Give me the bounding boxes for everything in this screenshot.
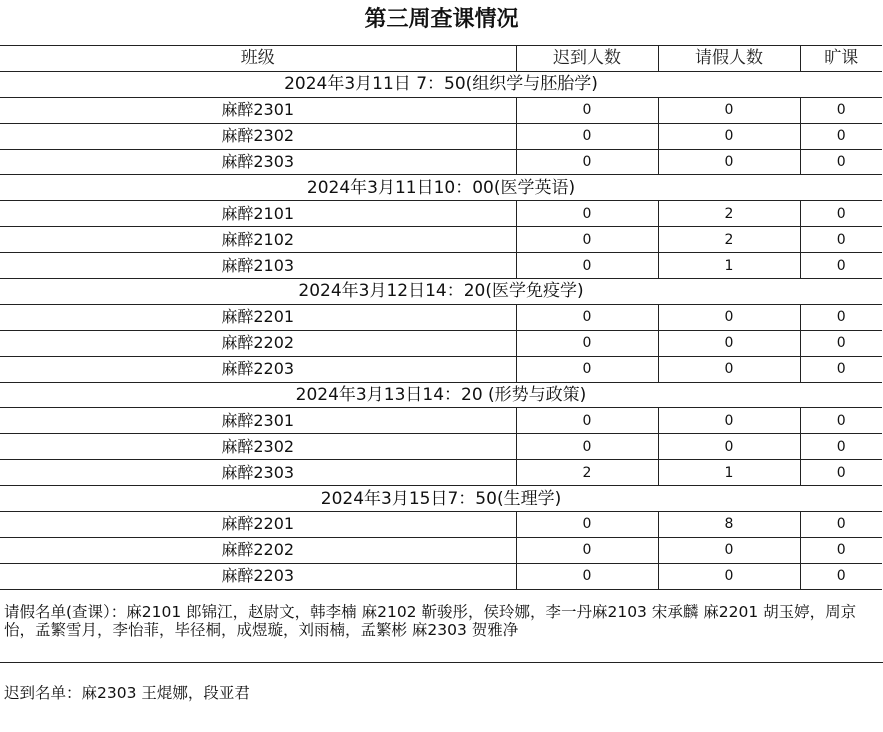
table-row	[0, 123, 882, 149]
absent-cell: 0	[800, 330, 882, 356]
session-row	[0, 279, 882, 305]
session-label: 2024年3月12日14：20(医学免疫学)	[0, 279, 882, 305]
class-cell: 麻醉2201	[0, 304, 516, 330]
header-row	[0, 46, 882, 72]
session-row	[0, 382, 882, 408]
session-label: 2024年3月11日10：00(医学英语)	[0, 175, 882, 201]
class-cell: 麻醉2303	[0, 460, 516, 486]
leave-cell: 1	[658, 460, 800, 486]
late-cell: 0	[516, 408, 658, 434]
header-absent: 旷课	[800, 46, 882, 72]
class-cell: 麻醉2103	[0, 253, 516, 279]
late-cell: 0	[516, 123, 658, 149]
leave-cell: 0	[658, 356, 800, 382]
table-row	[0, 408, 882, 434]
late-cell: 0	[516, 97, 658, 123]
table-row	[0, 227, 882, 253]
class-cell: 麻醉2303	[0, 149, 516, 175]
absent-cell: 0	[800, 97, 882, 123]
session-label: 2024年3月13日14：20 (形势与政策)	[0, 382, 882, 408]
absent-cell: 0	[800, 408, 882, 434]
absent-cell: 0	[800, 123, 882, 149]
leave-cell: 0	[658, 434, 800, 460]
late-cell: 0	[516, 434, 658, 460]
late-cell: 0	[516, 149, 658, 175]
header-leave: 请假人数	[658, 46, 800, 72]
absent-cell: 0	[800, 460, 882, 486]
absent-cell: 0	[800, 356, 882, 382]
leave-cell: 0	[658, 149, 800, 175]
session-row	[0, 71, 882, 97]
session-label: 2024年3月11日 7：50(组织学与胚胎学)	[0, 71, 882, 97]
session-row	[0, 175, 882, 201]
class-cell: 麻醉2201	[0, 512, 516, 538]
leave-cell: 0	[658, 123, 800, 149]
leave-list: 请假名单(查课）：麻2101 郎锦江，赵尉文，韩李楠 麻2102 靳骏彤，侯玲娜，李一丹麻2103 宋承麟 麻2201 胡玉婷，周京怡，孟繁雪月，李怡菲，毕径桐，成煜璇，刘雨楠，孟繁彬 麻2303 贺雅净	[4, 603, 857, 639]
leave-cell: 0	[658, 563, 800, 589]
class-cell: 麻醉2302	[0, 434, 516, 460]
leave-cell: 8	[658, 512, 800, 538]
class-cell: 麻醉2101	[0, 201, 516, 227]
session-label: 2024年3月15日7：50(生理学)	[0, 486, 882, 512]
leave-cell: 0	[658, 537, 800, 563]
leave-cell: 0	[658, 304, 800, 330]
late-cell: 2	[516, 460, 658, 486]
late-cell: 0	[516, 253, 658, 279]
leave-cell: 0	[658, 97, 800, 123]
absent-cell: 0	[800, 253, 882, 279]
absent-cell: 0	[800, 563, 882, 589]
page-title: 第三周查课情况	[364, 7, 519, 32]
table-row	[0, 460, 882, 486]
absent-cell: 0	[800, 512, 882, 538]
table-row	[0, 97, 882, 123]
session-row	[0, 486, 882, 512]
class-cell: 麻醉2301	[0, 408, 516, 434]
attendance-table	[0, 45, 882, 590]
class-cell: 麻醉2301	[0, 97, 516, 123]
late-cell: 0	[516, 201, 658, 227]
leave-cell: 0	[658, 330, 800, 356]
table-row	[0, 563, 882, 589]
table-row	[0, 330, 882, 356]
late-list: 迟到名单：麻2303 王焜娜，段亚君	[4, 684, 250, 702]
table-row	[0, 537, 882, 563]
late-cell: 0	[516, 227, 658, 253]
leave-cell: 2	[658, 201, 800, 227]
late-cell: 0	[516, 563, 658, 589]
absent-cell: 0	[800, 201, 882, 227]
table-row	[0, 512, 882, 538]
late-cell: 0	[516, 512, 658, 538]
leave-cell: 1	[658, 253, 800, 279]
late-cell: 0	[516, 537, 658, 563]
divider	[0, 662, 883, 663]
class-cell: 麻醉2102	[0, 227, 516, 253]
table-row	[0, 149, 882, 175]
class-cell: 麻醉2202	[0, 537, 516, 563]
class-cell: 麻醉2202	[0, 330, 516, 356]
absent-cell: 0	[800, 149, 882, 175]
class-cell: 麻醉2203	[0, 356, 516, 382]
late-cell: 0	[516, 330, 658, 356]
absent-cell: 0	[800, 227, 882, 253]
absent-cell: 0	[800, 537, 882, 563]
table-row	[0, 356, 882, 382]
absent-cell: 0	[800, 434, 882, 460]
header-class: 班级	[0, 46, 516, 72]
leave-cell: 0	[658, 408, 800, 434]
absent-cell: 0	[800, 304, 882, 330]
table-row	[0, 304, 882, 330]
table-row	[0, 434, 882, 460]
leave-cell: 2	[658, 227, 800, 253]
class-cell: 麻醉2203	[0, 563, 516, 589]
class-cell: 麻醉2302	[0, 123, 516, 149]
table-row	[0, 201, 882, 227]
table-row	[0, 253, 882, 279]
header-late: 迟到人数	[516, 46, 658, 72]
late-cell: 0	[516, 304, 658, 330]
late-cell: 0	[516, 356, 658, 382]
